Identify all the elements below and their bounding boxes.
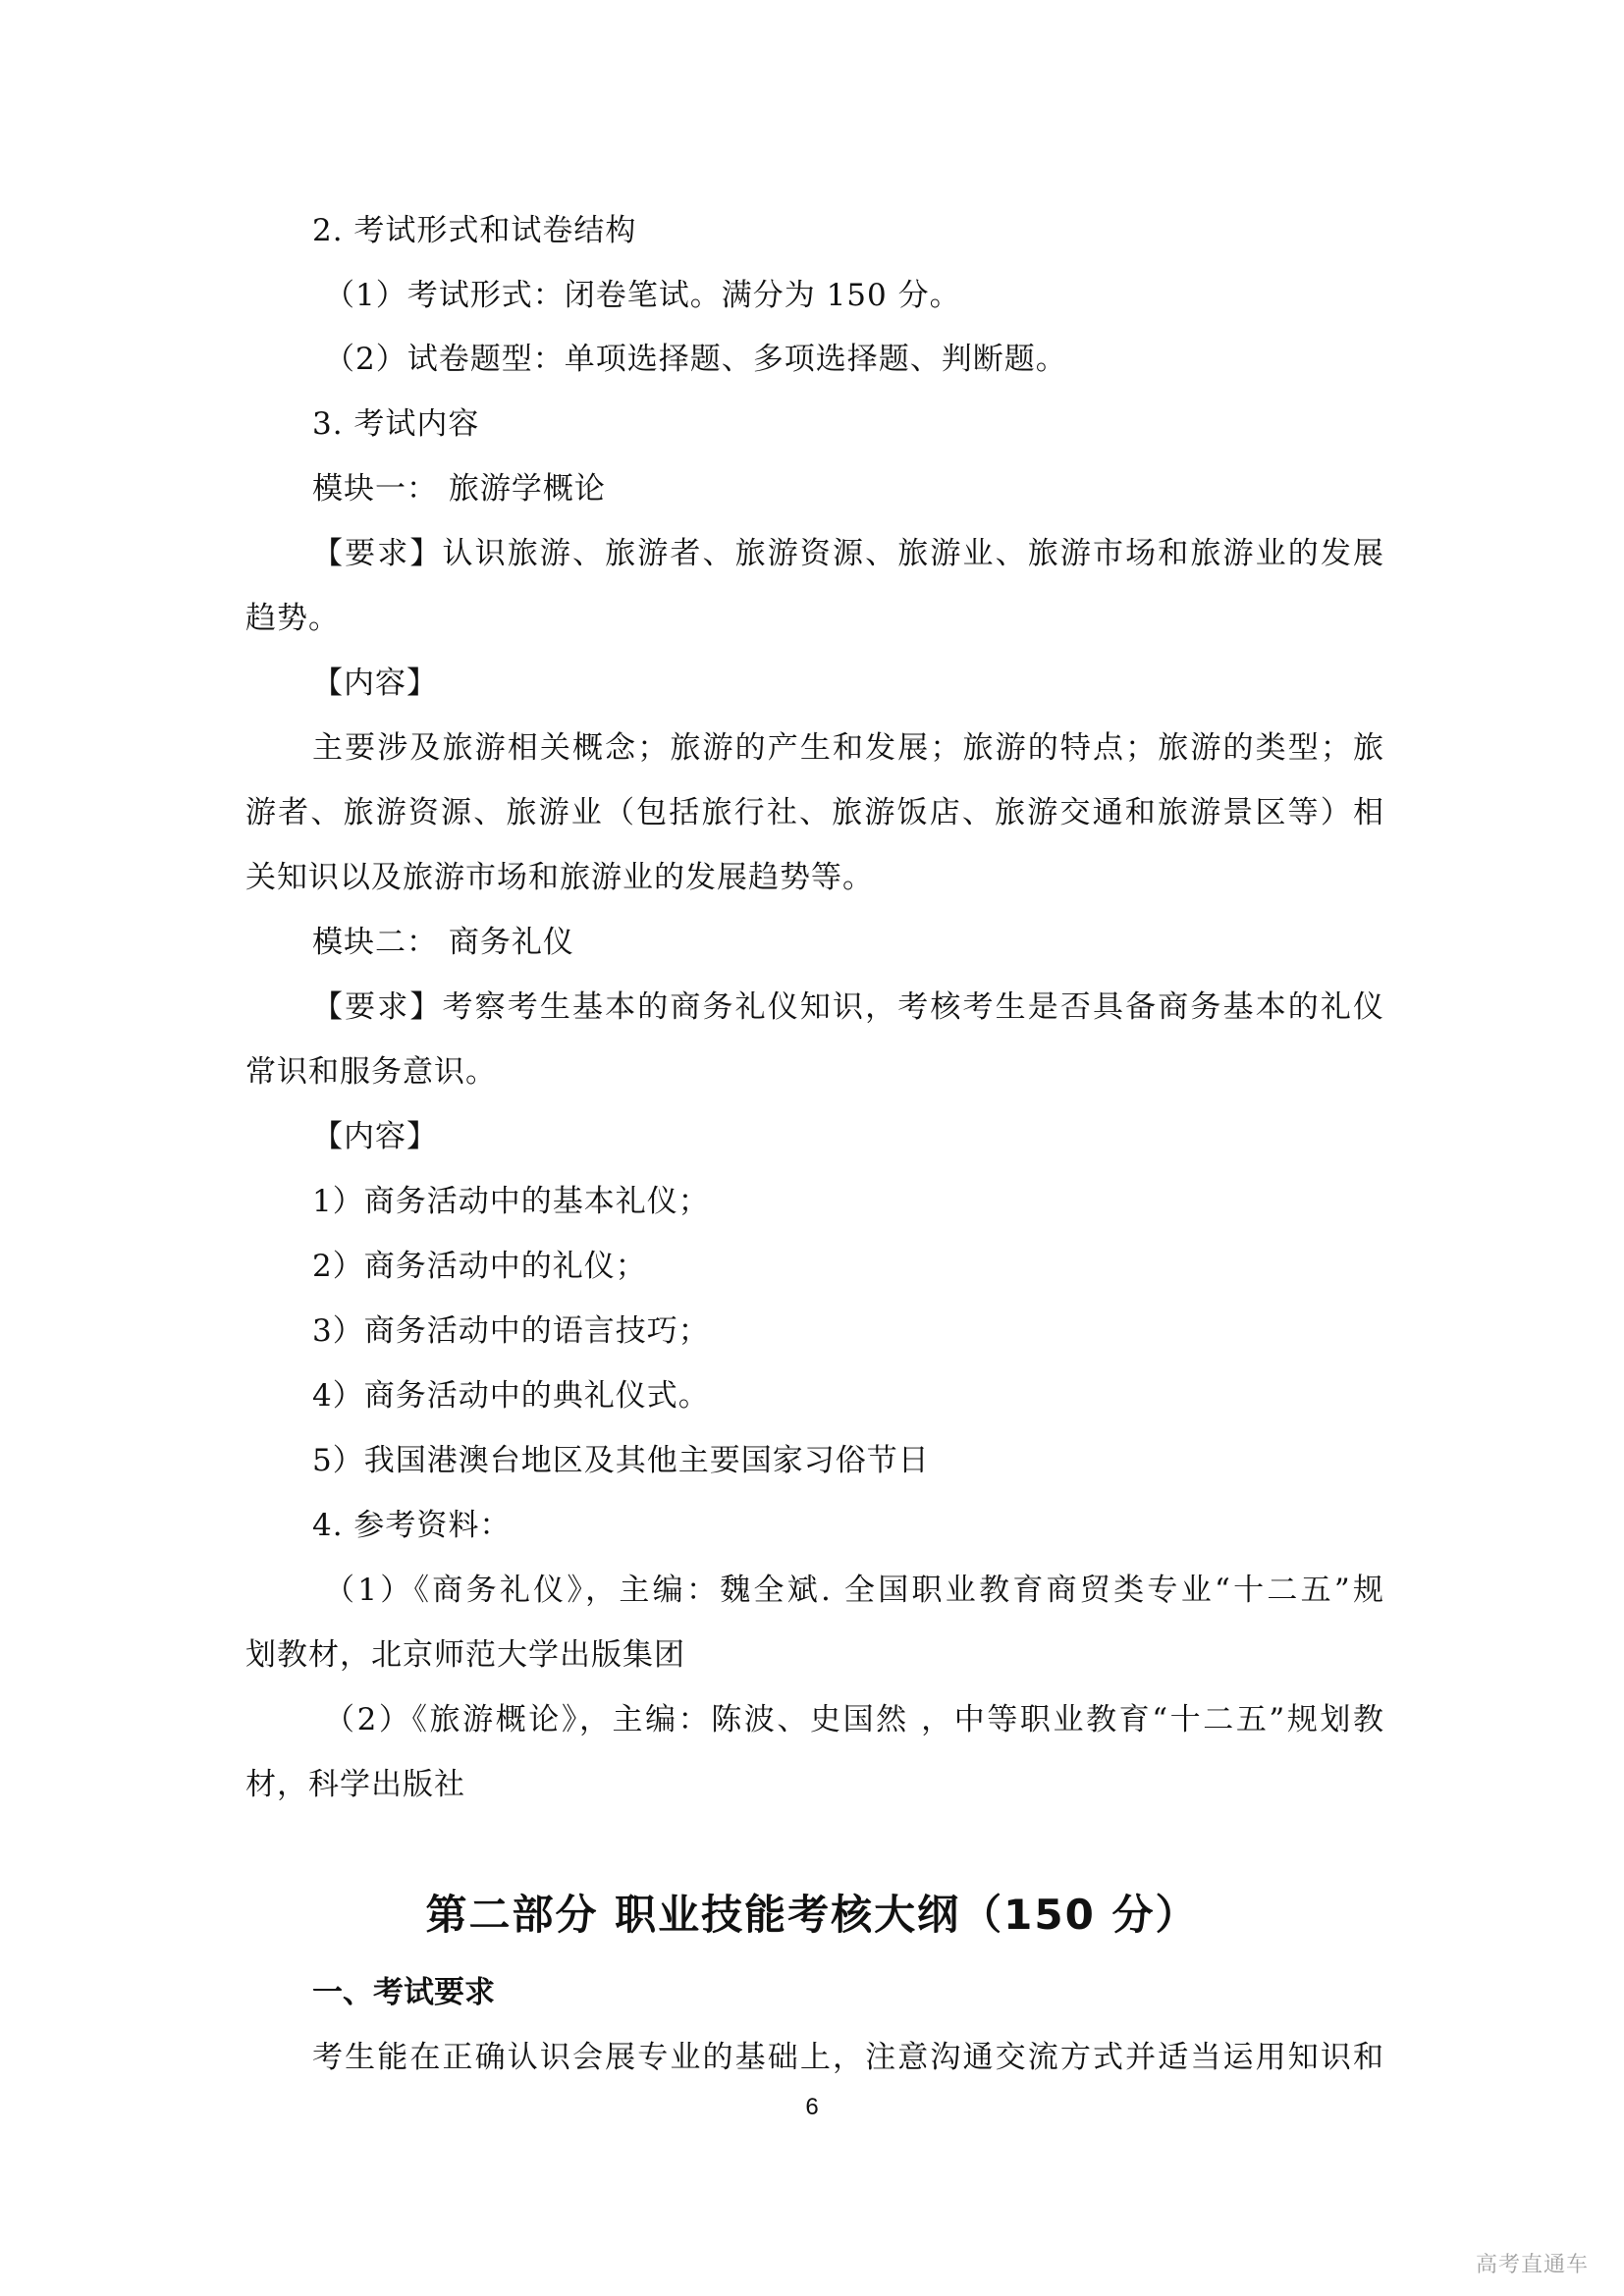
module-2-content-item-2: 2）商务活动中的礼仪； xyxy=(312,1249,647,1284)
part-two-title: 第二部分 职业技能考核大纲（150 分） xyxy=(425,1891,1199,1939)
module-1-requirement-line-1: 【要求】认识旅游、旅游者、旅游资源、旅游业、旅游市场和旅游业的发展 xyxy=(312,536,1384,571)
reference-2-line-1: （2）《旅游概论》，主编：陈波、史国然 ，中等职业教育“十二五”规划教 xyxy=(324,1702,1384,1737)
exam-requirements-line-1: 考生能在正确认识会展专业的基础上，注意沟通交流方式并适当运用知识和 xyxy=(312,2040,1384,2075)
page-number: 6 xyxy=(805,2094,819,2120)
module-2-requirement-line-2: 常识和服务意识。 xyxy=(245,1054,497,1090)
module-2-content-item-3: 3）商务活动中的语言技巧； xyxy=(312,1313,710,1349)
reference-2-line-2: 材，科学出版社 xyxy=(245,1767,465,1802)
module-2-title: 模块二： 商务礼仪 xyxy=(312,925,574,960)
module-2-content-item-4: 4）商务活动中的典礼仪式。 xyxy=(312,1378,710,1414)
module-1-content-line-1: 主要涉及旅游相关概念；旅游的产生和发展；旅游的特点；旅游的类型；旅 xyxy=(312,730,1384,766)
module-2-content-item-1: 1）商务活动中的基本礼仪； xyxy=(312,1184,710,1219)
heading-references: 4. 参考资料： xyxy=(312,1508,512,1543)
section-exam-requirements-title: 一、考试要求 xyxy=(312,1975,495,2010)
module-2-requirement-line-1: 【要求】考察考生基本的商务礼仪知识，考核考生是否具备商务基本的礼仪 xyxy=(312,989,1384,1025)
module-1-content-line-2: 游者、旅游资源、旅游业（包括旅行社、旅游饭店、旅游交通和旅游景区等）相 xyxy=(245,795,1384,830)
exam-format-item-2: （2）试卷题型：单项选择题、多项选择题、判断题。 xyxy=(324,342,1067,377)
heading-exam-format: 2. 考试形式和试卷结构 xyxy=(312,213,637,248)
reference-1-line-2: 划教材，北京师范大学出版集团 xyxy=(245,1637,685,1673)
module-2-content-item-5: 5）我国港澳台地区及其他主要国家习俗节日 xyxy=(312,1443,930,1478)
heading-exam-content: 3. 考试内容 xyxy=(312,406,480,442)
reference-1-line-1: （1）《商务礼仪》，主编：魏全斌. 全国职业教育商贸类专业“十二五”规 xyxy=(324,1573,1384,1608)
exam-format-item-1: （1）考试形式：闭卷笔试。满分为 150 分。 xyxy=(324,278,961,313)
module-1-title: 模块一： 旅游学概论 xyxy=(312,471,606,507)
module-1-requirement-line-2: 趋势。 xyxy=(245,601,340,636)
watermark-text: 高考直通车 xyxy=(1475,2253,1589,2277)
module-1-content-label: 【内容】 xyxy=(312,666,438,701)
module-2-content-label: 【内容】 xyxy=(312,1119,438,1154)
module-1-content-line-3: 关知识以及旅游市场和旅游业的发展趋势等。 xyxy=(245,860,874,895)
